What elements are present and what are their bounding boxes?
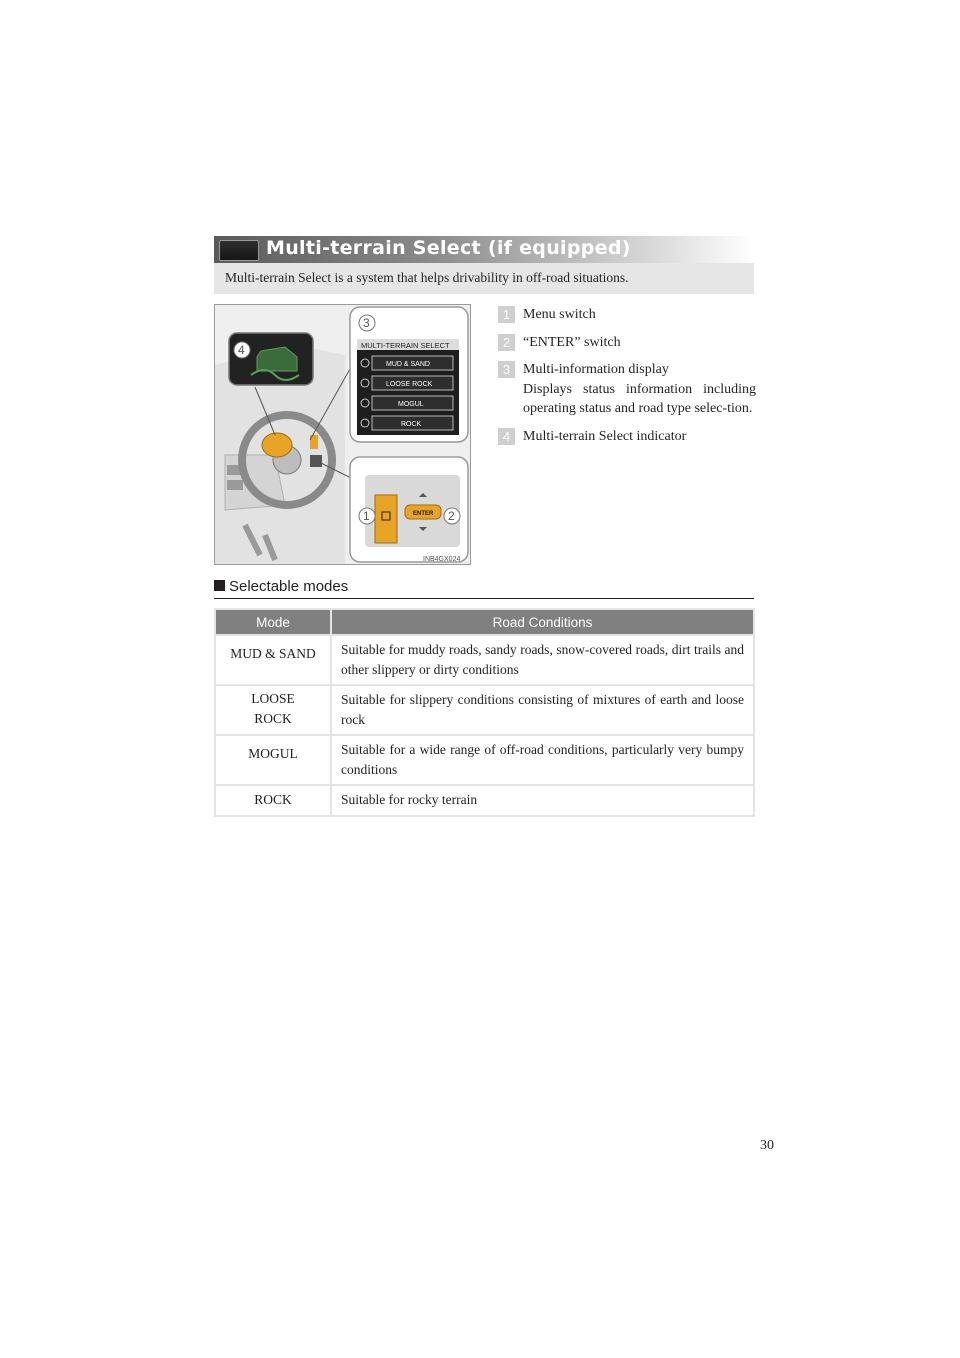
heading-square-icon bbox=[214, 580, 225, 591]
display-title: MULTI-TERRAIN SELECT bbox=[361, 341, 450, 350]
legend-number: 4 bbox=[498, 428, 515, 445]
modes-table bbox=[214, 608, 755, 817]
table-row bbox=[216, 786, 753, 815]
legend-label: Multi-terrain Select indicator bbox=[523, 428, 687, 444]
conditions-cell: Suitable for slippery conditions consisting of mixtures of earth and loose rock bbox=[332, 686, 753, 734]
mode-cell: MOGUL bbox=[216, 736, 330, 784]
mode-text: LOOSE ROCK bbox=[251, 691, 295, 726]
conditions-cell: Suitable for a wide range of off-road conditions, particularly very bumpy conditions bbox=[332, 736, 753, 784]
conditions-cell: Suitable for muddy roads, sandy roads, snow-covered roads, dirt trails and other slippery or dirty conditions bbox=[332, 636, 753, 684]
section-title: Multi-terrain Select (if equipped) bbox=[266, 237, 631, 259]
conditions-cell: Suitable for rocky terrain bbox=[332, 786, 753, 815]
header-mode: Mode bbox=[216, 610, 330, 634]
legend-number: 3 bbox=[498, 361, 515, 378]
table-header-row bbox=[216, 610, 753, 634]
legend-label: Multi-information display bbox=[523, 362, 669, 377]
display-mode-4: ROCK bbox=[401, 421, 422, 428]
display-mode-3: MOGUL bbox=[398, 401, 424, 408]
legend-item-3 bbox=[498, 360, 756, 419]
enter-label: ENTER bbox=[413, 511, 434, 517]
page-number: 30 bbox=[760, 1138, 774, 1153]
table-row bbox=[216, 736, 753, 784]
mode-cell: MUD & SAND bbox=[216, 636, 330, 684]
callout-1: 1 bbox=[363, 509, 370, 523]
callout-3: 3 bbox=[363, 316, 370, 330]
table-row bbox=[216, 686, 753, 734]
illustration-code: INB4GX024 bbox=[423, 556, 461, 563]
display-mode-1: MUD & SAND bbox=[386, 361, 430, 368]
mode-cell bbox=[216, 686, 330, 734]
legend-description: Displays status information including operating status and road type selec-tion. bbox=[523, 381, 756, 416]
legend-label: “ENTER” switch bbox=[523, 334, 621, 350]
display-mode-2: LOOSE ROCK bbox=[386, 381, 433, 388]
dashboard-illustration bbox=[214, 304, 471, 565]
dashboard-drawing bbox=[215, 305, 470, 564]
selectable-modes-title: Selectable modes bbox=[229, 578, 349, 595]
legend-item-1 bbox=[498, 305, 756, 325]
selectable-modes-heading bbox=[214, 578, 754, 599]
legend-item-2 bbox=[498, 333, 756, 353]
intro-text: Multi-terrain Select is a system that helps drivability in off-road situations. bbox=[225, 270, 629, 285]
callout-2: 2 bbox=[448, 509, 455, 523]
callout-4: 4 bbox=[238, 343, 245, 357]
legend-number: 1 bbox=[498, 306, 515, 323]
legend-number: 2 bbox=[498, 334, 515, 351]
header-road-conditions: Road Conditions bbox=[332, 610, 753, 634]
legend-list bbox=[498, 305, 756, 454]
legend-label: Menu switch bbox=[523, 307, 596, 322]
section-tab-marker bbox=[219, 240, 259, 261]
mode-cell: ROCK bbox=[216, 786, 330, 815]
table-row bbox=[216, 636, 753, 684]
legend-item-4 bbox=[498, 427, 756, 447]
